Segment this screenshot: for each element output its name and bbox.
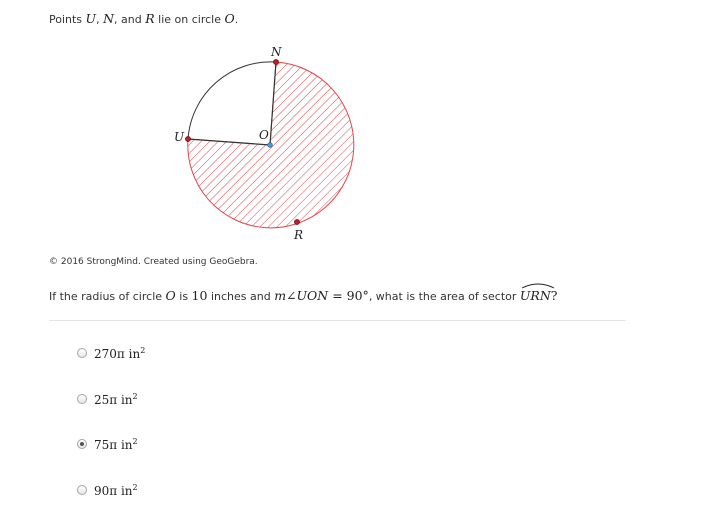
sector-name [520,288,551,303]
answer-exp: 2 [132,391,138,401]
question-is: is [175,290,192,303]
question-angle-expr: m∠UON [274,288,329,303]
answer-exp: 2 [132,436,138,446]
answer-option-3[interactable] [77,435,138,453]
intro-prefix: Points [49,13,86,26]
question-tail: , what is the area of sector [368,290,520,303]
intro-suffix: . [234,13,239,26]
question-equals: = [328,288,347,303]
answer-coef: 25π [94,392,118,407]
arc-accent-icon [520,281,556,289]
question-angle-value: 90° [346,288,369,303]
question-mark: ? [550,288,558,303]
answer-unit: in [117,437,133,452]
answer-label [94,483,138,498]
point-o [268,143,273,148]
question-circle: O [165,288,176,303]
intro-sep1: , [96,13,104,26]
point-u-text: U [85,11,97,26]
answer-unit: in [117,483,133,498]
answer-label [94,392,138,407]
radio-button[interactable] [77,348,87,358]
point-r [294,219,299,224]
label-o: O [259,128,269,142]
answer-coef: 270π [94,346,125,361]
question-radius: 10 [191,288,208,303]
answer-option-1[interactable] [77,344,145,362]
figure-credit: © 2016 StrongMind. Created using GeoGebra. [49,257,258,267]
circle-figure [160,38,370,248]
answer-option-4[interactable] [77,481,138,499]
point-n-text: N [103,11,115,26]
radio-button[interactable] [77,394,87,404]
problem-intro [49,11,238,26]
circle-o-text: O [224,11,235,26]
question-prefix: If the radius of circle [49,290,166,303]
label-u: U [174,130,185,144]
label-r: R [294,228,304,242]
radio-button-selected[interactable] [77,439,87,449]
question-inches-and: inches and [207,290,275,303]
point-r-text: R [145,11,155,26]
answer-option-2[interactable] [77,390,138,408]
answer-label [94,346,145,361]
intro-sep2: , and [114,13,146,26]
radio-button[interactable] [77,485,87,495]
sector-letters: URN [519,288,551,303]
answer-unit: in [117,392,133,407]
answer-unit: in [124,346,141,361]
divider [49,320,626,321]
point-n [273,59,278,64]
point-u [185,136,190,141]
answer-label [94,437,138,452]
label-n: N [271,45,282,59]
answer-exp: 2 [132,482,138,492]
answer-coef: 90π [94,483,118,498]
intro-mid: lie on circle [154,13,225,26]
question-text [49,288,557,303]
answer-exp: 2 [140,345,146,355]
answer-coef: 75π [94,437,118,452]
